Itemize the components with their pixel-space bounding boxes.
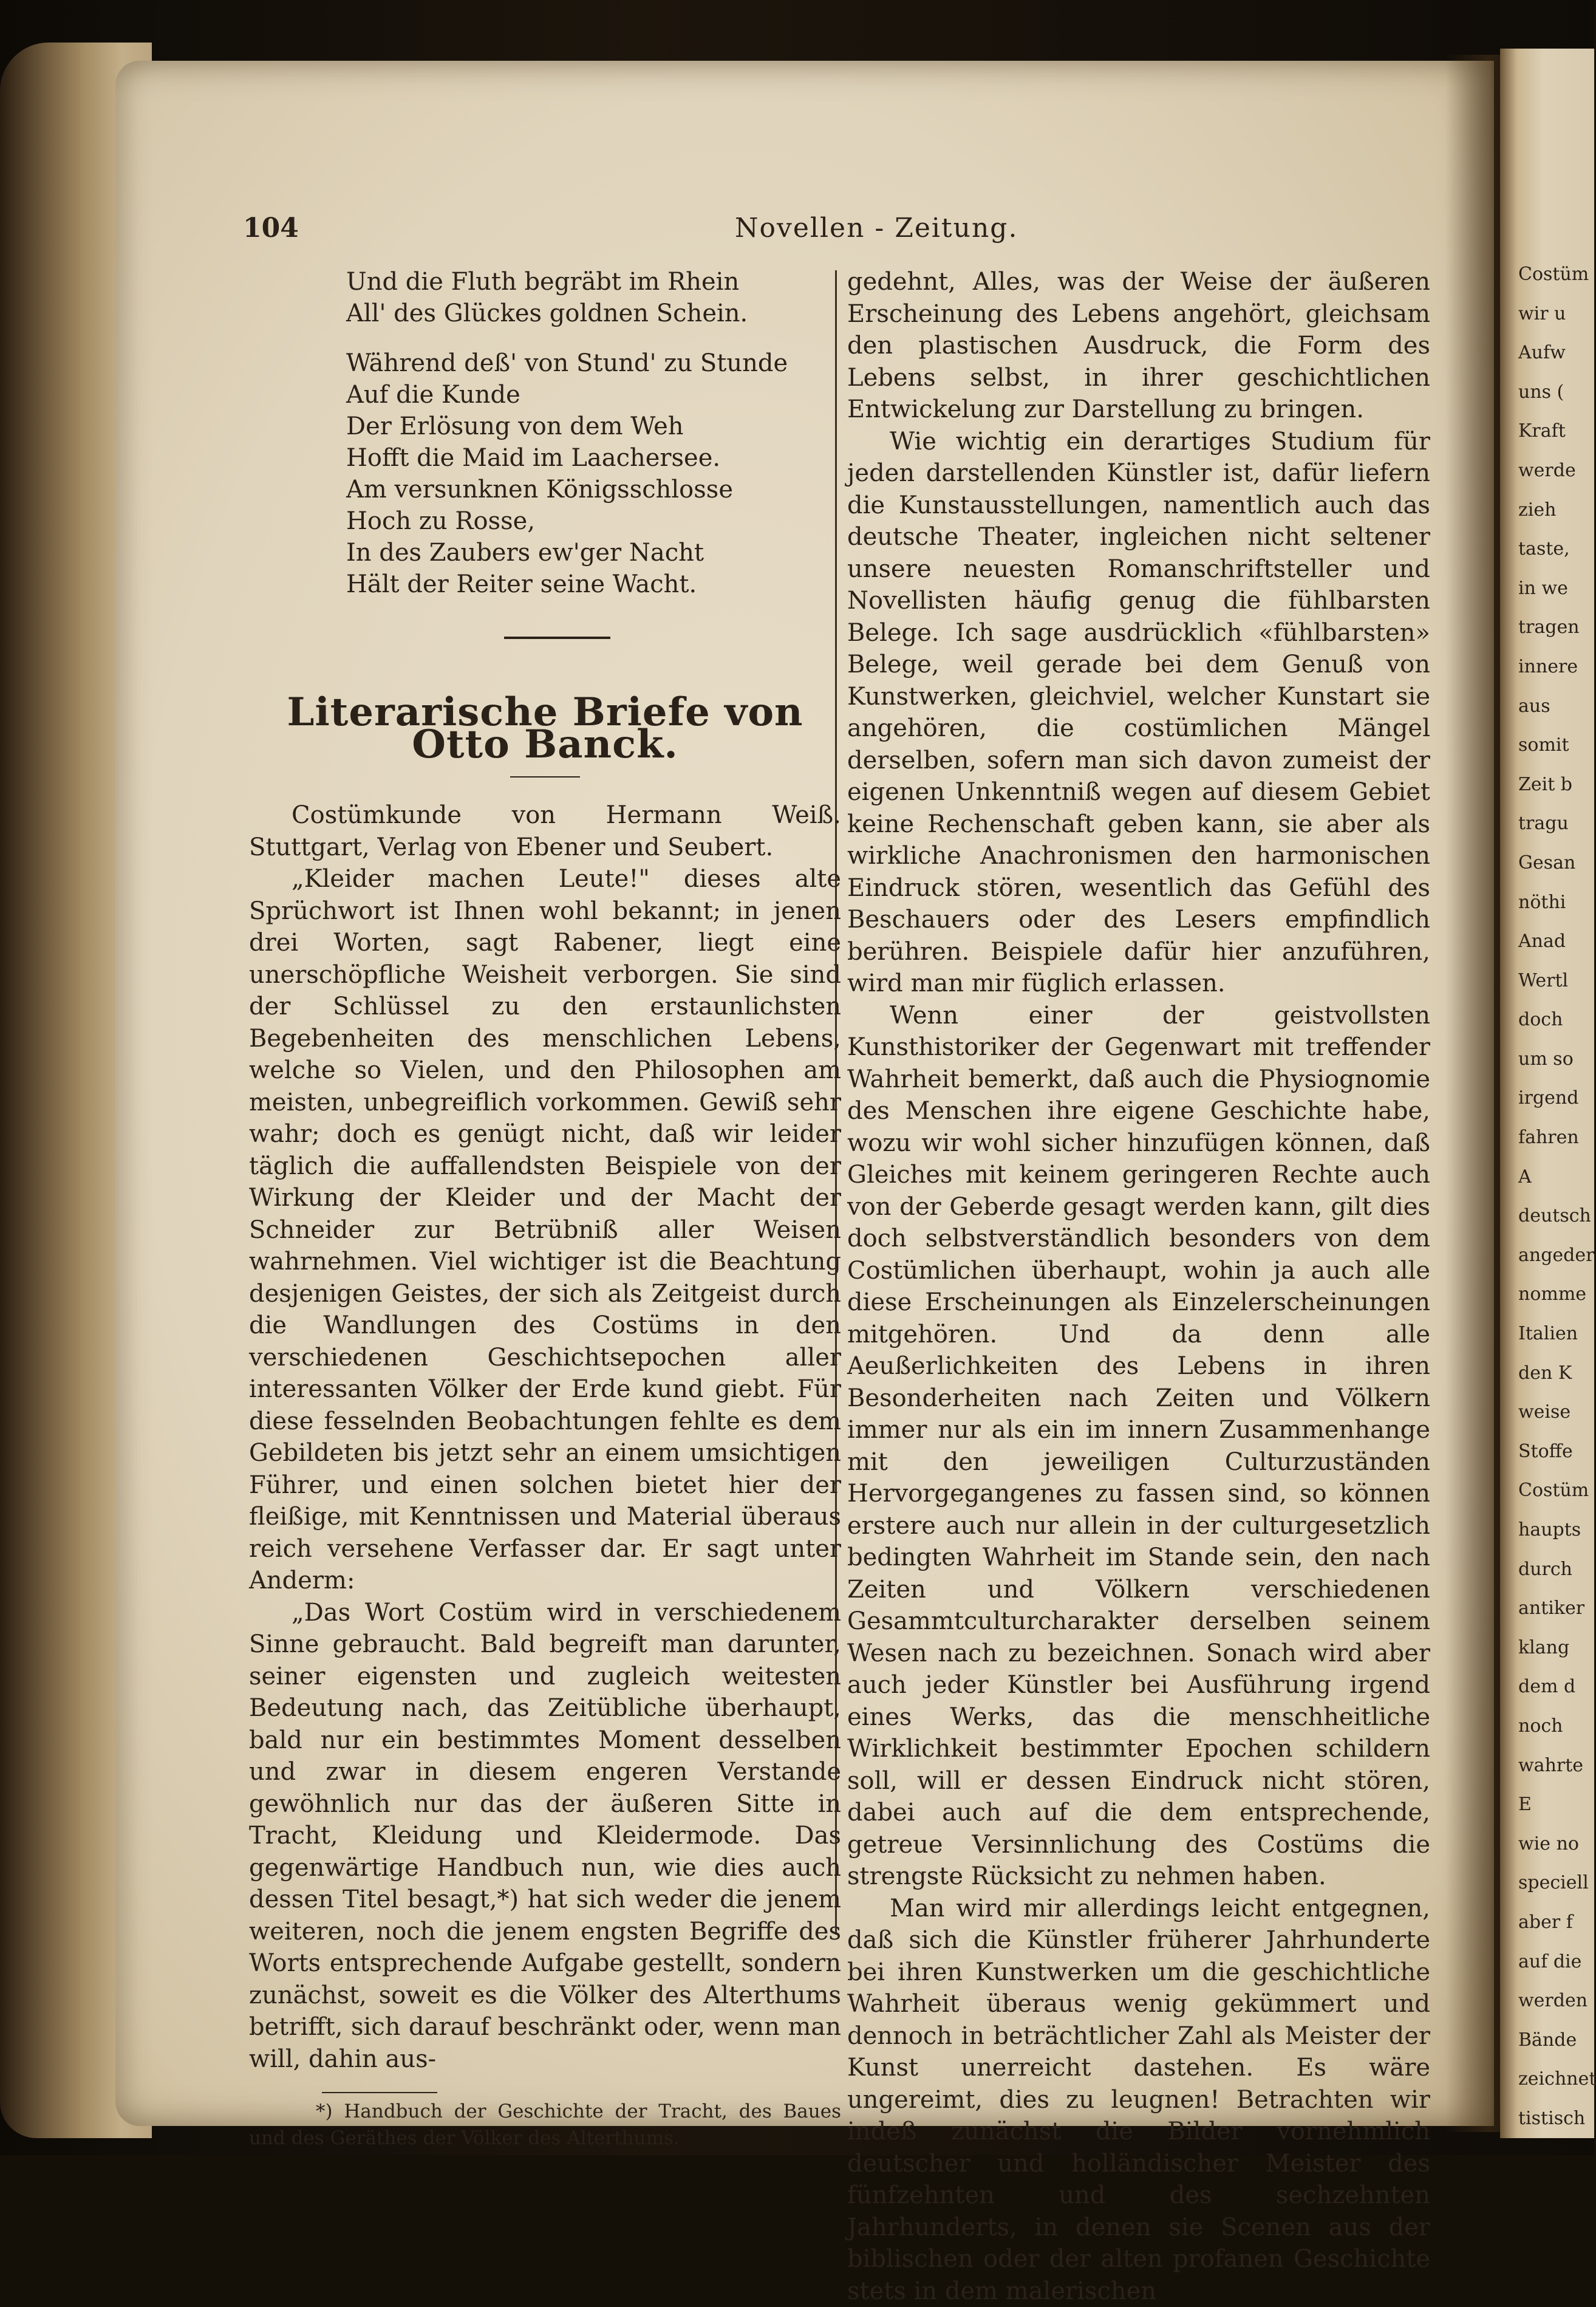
facing-page-text [1518, 255, 1594, 2139]
section-divider [504, 637, 610, 639]
margin-fragment: Wertl [1518, 962, 1594, 1001]
margin-fragment: Zeit b [1518, 765, 1594, 805]
margin-fragment: nomme [1518, 1275, 1594, 1314]
margin-fragment: irgend [1518, 1079, 1594, 1118]
margin-fragment: somit [1518, 726, 1594, 765]
margin-fragment: antiker [1518, 1589, 1594, 1629]
margin-fragment: wie no [1518, 1825, 1594, 1864]
margin-fragment: wir u [1518, 295, 1594, 334]
page-number: 104 [243, 213, 299, 244]
margin-fragment: angeder [1518, 1236, 1594, 1276]
margin-fragment: Italien [1518, 1314, 1594, 1354]
stanza-gap [346, 329, 841, 347]
verse-line: All' des Glückes goldnen Schein. [346, 298, 841, 329]
margin-fragment: E [1518, 1785, 1594, 1825]
article-paragraph: Wie wichtig ein derartiges Studium für jeden darstellenden Künstler ist, dafür liefern die Kunstausstellungen, namentlich auch das deutsche Theater, ingleichen nicht seltener unsere neuesten Romanschriftsteller und Novellisten häufig genug die fühlbarsten Belege. Ich sage ausdrücklich «fühlbarsten» Belege, weil gerade bei dem Genuß von Kunstwerken, gleichviel, welcher Kunstart sie angehören, die costümlichen Mängel derselben, sofern man sich davon zumeist der eigenen Unkenntniß wegen auf diesem Gebiet keine Rechenschaft geben kann, sie aber als wirkliche Anachronismen den harmonischen Eindruck stören, wesentlich das Gefühl des Beschauers oder des Lesers empfindlich berühren. Beispiele dafür hier anzuführen, wird man mir füglich erlassen. [847, 426, 1430, 1000]
verse-line: Und die Fluth begräbt im Rhein [346, 266, 841, 298]
margin-fragment: Gesan [1518, 844, 1594, 883]
margin-fragment: Aufw [1518, 333, 1594, 373]
margin-fragment: zieh [1518, 491, 1594, 530]
margin-fragment: Stoffe [1518, 1432, 1594, 1472]
article-paragraph: „Das Wort Costüm wird in verschiedenem Sinne gebraucht. Bald begreift man darunter, seiner eigensten und zugleich weitesten Bedeutung nach, das Zeitübliche überhaupt, bald nur ein bestimmtes Moment desselben und zwar in diesem engeren Verstande gewöhnlich nur das der äußeren Sitte in Tracht, Kleidung und Kleidermode. Das gegenwärtige Handbuch nun, wie dies auch dessen Titel besagt,*) hat sich weder die jenem weiteren, noch die jenem engsten Begriffe des Worts entsprechende Aufgabe gestellt, sondern zunächst, soweit es die Völker des Alterthums betrifft, sich darauf beschränkt oder, wenn man will, dahin aus- [249, 1597, 841, 2076]
margin-fragment: taste, [1518, 530, 1594, 569]
verse-line: In des Zaubers ew'ger Nacht [346, 537, 841, 569]
margin-fragment: A [1518, 1158, 1594, 1197]
margin-fragment: zeichnet [1518, 2060, 1594, 2099]
margin-fragment: innere [1518, 648, 1594, 687]
left-column [249, 266, 841, 2151]
margin-fragment: weise [1518, 1393, 1594, 1432]
verse-line: Hofft die Maid im Laachersee. [346, 442, 841, 474]
margin-fragment: Bände [1518, 2021, 1594, 2060]
margin-fragment: klang [1518, 1629, 1594, 1668]
margin-fragment: dem d [1518, 1667, 1594, 1707]
margin-fragment: aber f [1518, 1903, 1594, 1943]
margin-fragment: Costüm [1518, 255, 1594, 295]
verse-line: Der Erlösung von dem Weh [346, 411, 841, 442]
margin-fragment: den K [1518, 1354, 1594, 1393]
margin-fragment: doch [1518, 1000, 1594, 1040]
article-paragraph: Man wird mir allerdings leicht entgegnen, daß sich die Künstler früherer Jahrhunderte bei ihren Kunstwerken um die geschichtliche Wahrheit überaus wenig gekümmert und dennoch in beträchtlicher Zahl als Meister der Kunst unerreicht dastehen. Es wäre ungereimt, dies zu leugnen! Betrachten wir indeß zunächst die Bilder vornehmlich deutscher und holländischer Meister des fünfzehnten und des sechzehnten Jahrhunderts, in denen sie Scenen aus der biblischen oder der alten profanen Geschichte stets in dem malerischen [847, 1893, 1430, 2307]
margin-fragment: haupts [1518, 1511, 1594, 1550]
margin-fragment: auf die [1518, 1943, 1594, 1982]
margin-fragment: durch [1518, 1550, 1594, 1590]
margin-fragment: werde [1518, 451, 1594, 491]
margin-fragment: speciell [1518, 1864, 1594, 1903]
margin-fragment: noch [1518, 1707, 1594, 1746]
article-paragraph: gedehnt, Alles, was der Weise der äußeren Erscheinung des Lebens angehört, gleichsam den plastischen Ausdruck, die Form des Lebens selbst, in ihrer geschichtlichen Entwickelung zur Darstellung zu bringen. [847, 266, 1430, 426]
article-paragraph: „Kleider machen Leute!" dieses alte Sprüchwort ist Ihnen wohl bekannt; in jenen drei Worten, sagt Rabener, liegt eine unerschöpfliche Weisheit verborgen. Sie sind der Schlüssel zu den erstaunlichsten Begebenheiten des menschlichen Lebens, welche so Vielen, und den Philosophen am meisten, unbegreiflich vorkommen. Gewiß sehr wahr; doch es genügt nicht, daß wir leider täglich die auffallendsten Beispiele von der Wirkung der Kleider und der Macht der Schneider zur Betrübniß aller Weisen wahrnehmen. Viel wichtiger ist die Beachtung desjenigen Geistes, der sich als Zeitgeist durch die Wandlungen des Costüms in den verschiedenen Geschichtsepochen aller interessanten Völker der Erde kund giebt. Für diese fesselnden Beobachtungen fehlte es dem Gebildeten bis jetzt sehr an einem umsichtigen Führer, und einen solchen bietet hier der fleißige, mit Kenntnissen und Material überaus reich versehene Verfasser dar. Er sagt unter Anderm: [249, 863, 841, 1597]
margin-fragment: in we [1518, 569, 1594, 609]
margin-fragment: tragu [1518, 804, 1594, 844]
margin-fragment: Anad [1518, 922, 1594, 962]
margin-fragment: aus [1518, 687, 1594, 726]
article-title: Literarische Briefe von Otto Banck. [249, 697, 841, 760]
margin-fragment: uns ( [1518, 373, 1594, 412]
running-title: Novellen - Zeitung. [735, 213, 1018, 244]
article-paragraph: Costümkunde von Hermann Weiß. Stuttgart, Verlag von Ebener und Seubert. [249, 799, 841, 863]
verse-line: Am versunknen Königsschlosse [346, 474, 841, 505]
poem-ending [346, 266, 841, 600]
margin-fragment: Kraft [1518, 412, 1594, 451]
title-underline [510, 776, 580, 778]
verse-line: Auf die Kunde [346, 379, 841, 411]
footnote-rule [322, 2092, 437, 2093]
margin-fragment: deutsch [1518, 1197, 1594, 1236]
verse-line: Hält der Reiter seine Wacht. [346, 569, 841, 600]
margin-fragment: tragen [1518, 608, 1594, 648]
margin-fragment: tistisch [1518, 2099, 1594, 2139]
margin-fragment: werden [1518, 1981, 1594, 2021]
footnote: *) Handbuch der Geschichte der Tracht, des Baues und des Geräthes der Völker des Alterthums. [249, 2098, 841, 2151]
margin-fragment: um so [1518, 1040, 1594, 1079]
margin-fragment: wahrte [1518, 1746, 1594, 1786]
right-column [847, 266, 1430, 2307]
margin-fragment: Costüm [1518, 1471, 1594, 1511]
article-paragraph: Wenn einer der geistvollsten Kunsthistoriker der Gegenwart mit treffender Wahrheit bemerkt, daß auch die Physiognomie des Menschen ihre eigene Geschichte habe, wozu wir wohl sicher hinzufügen können, daß Gleiches mit keinem geringeren Rechte auch von der Geberde gesagt werden kann, gilt dies doch selbstverständlich besonders von dem Costümlichen überhaupt, wohin ja auch alle diese Erscheinungen als Einzelerscheinungen mitgehören. Und da denn alle Aeußerlichkeiten des Lebens in ihren Besonderheiten nach Zeiten und Völkern immer nur als ein im innern Zusammenhange mit den jeweiligen Culturzuständen Hervorgegangenes zu fassen sind, so können erstere auch nur allein in der culturgesetzlich bedingten Wahrheit im Stande sein, den nach Zeiten und Völkern verschiedenen Gesammtculturcharakter derselben seinem Wesen nach zu bezeichnen. Sonach wird aber auch jeder Künstler bei Ausführung irgend eines Werks, das die menschheitliche Wirklichkeit bestimmter Epochen schildern soll, will er dessen Eindruck nicht stören, dabei auch auf die dem entsprechende, getreue Versinnlichung des Costüms die strengste Rücksicht zu nehmen haben. [847, 1000, 1430, 1893]
margin-fragment: nöthi [1518, 883, 1594, 923]
verse-line: Hoch zu Rosse, [346, 505, 841, 537]
verse-line: Während deß' von Stund' zu Stunde [346, 347, 841, 379]
margin-fragment: fahren [1518, 1118, 1594, 1158]
